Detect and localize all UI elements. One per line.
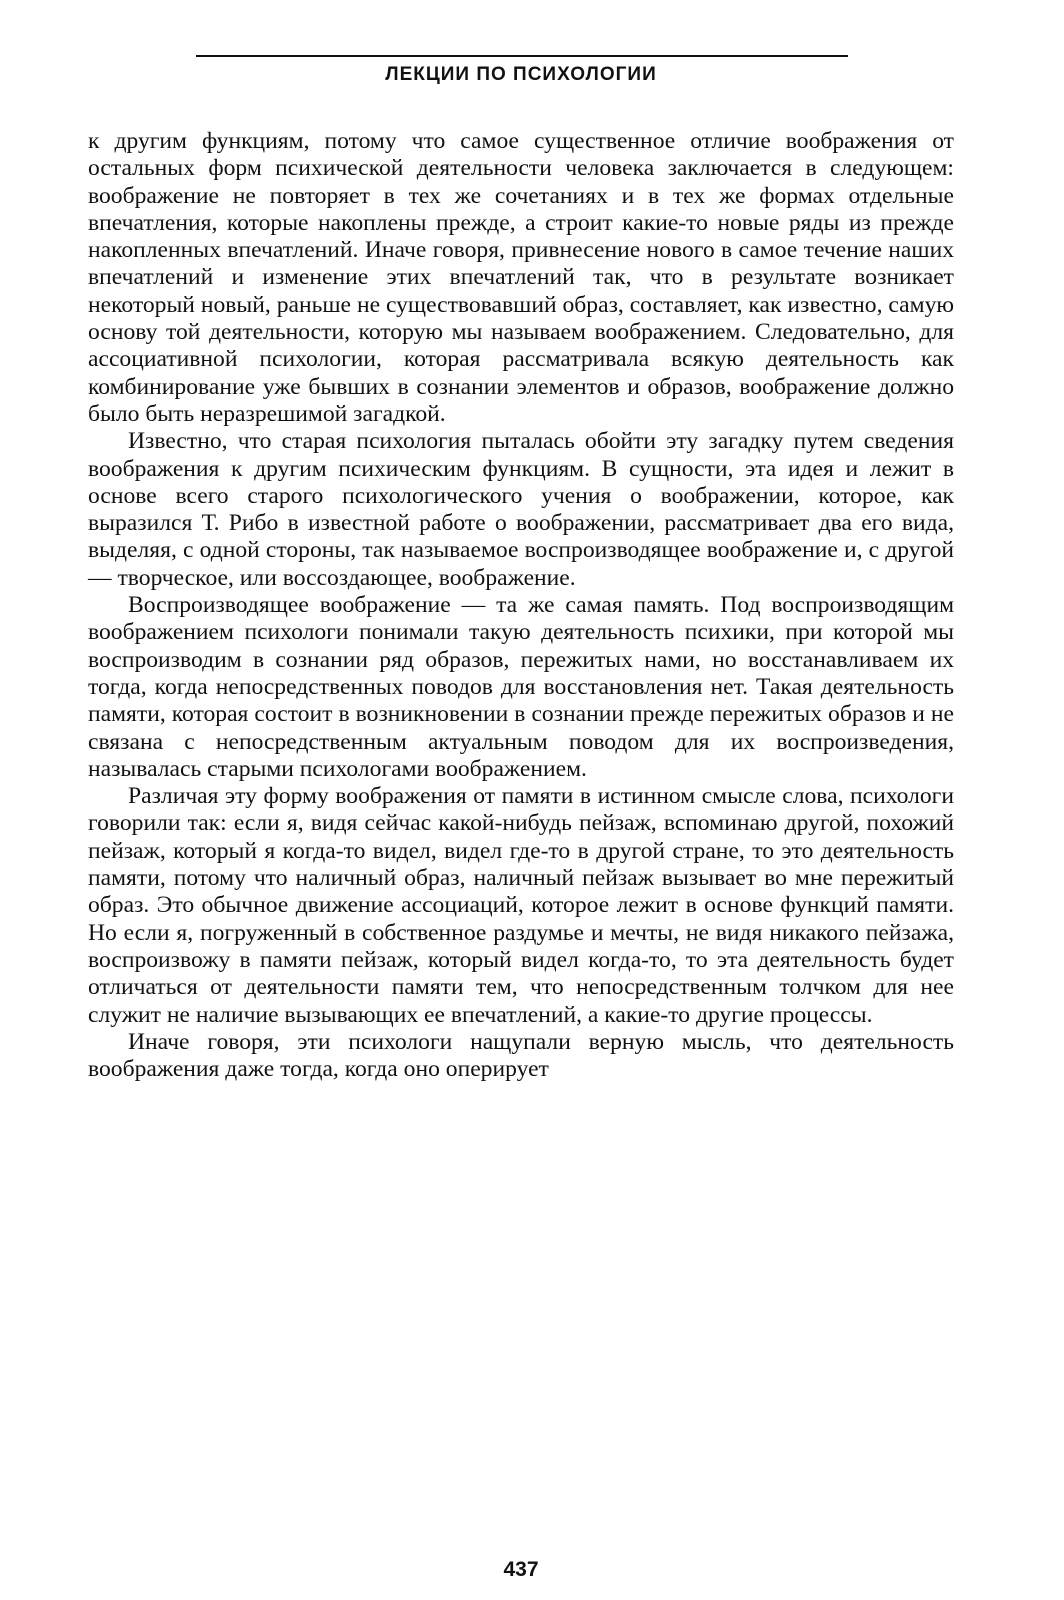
running-head: ЛЕКЦИИ ПО ПСИХОЛОГИИ bbox=[385, 64, 657, 85]
header-rule bbox=[196, 55, 848, 57]
paragraph-5: Иначе говоря, эти психологи нащупали верную мысль, что деятельность воображения даже тогда, когда оно оперирует bbox=[88, 1028, 954, 1083]
page-number: 437 bbox=[503, 1558, 539, 1581]
paragraph-1: к другим функциям, потому что самое существенное отличие воображения от остальных форм психической деятельности человека заключается в следующем: воображение не повторяет в тех же сочетаниях и в тех же формах отдельные впечатления, которые накоплены прежде, а строит какие-то новые ряды из прежде накопленных впечатлений. Иначе говоря, привнесение нового в самое течение наших впечатлений и изменение этих впечатлений так, что в результате возникает некоторый новый, раньше не существовавший образ, составляет, как известно, самую основу той деятельности, которую мы называем воображением. Следовательно, для ассоциативной психологии, которая рассматривала всякую деятельность как комбинирование уже бывших в сознании элементов и образов, воображение должно было быть неразрешимой загадкой. bbox=[88, 128, 954, 427]
paragraph-2: Известно, что старая психология пыталась обойти эту загадку путем сведения воображения к другим психическим функциям. В сущности, эта идея и лежит в основе всего старого психологического учения о воображении, которое, как выразился Т. Рибо в известной работе о воображении, рассматривает два его вида, выделяя, с одной стороны, так называемое воспроизводящее воображение и, с другой — творческое, или воссоздающее, воображение. bbox=[88, 428, 954, 591]
paragraph-3: Воспроизводящее воображение — та же самая память. Под воспроизводящим воображением психологи понимали такую деятельность психики, при которой мы воспроизводим в сознании ряд образов, пережитых нами, но восстанавливаем их тогда, когда непосредственных поводов для восстановления нет. Такая деятельность памяти, которая состоит в возникновении в сознании прежде пережитых образов и не связана с непосредственным актуальным поводом для их воспроизведения, называлась старыми психологами воображением. bbox=[88, 592, 954, 782]
paragraph-4: Различая эту форму воображения от памяти в истинном смысле слова, психологи говорили так: если я, видя сейчас какой-нибудь пейзаж, вспоминаю другой, похожий пейзаж, который я когда-то видел, видел где-то в другой стране, то это деятельность памяти, потому что наличный образ, наличный пейзаж вызывает во мне пережитый образ. Это обычное движение ассоциаций, которое лежит в основе функций памяти. Но если я, погруженный в собственное раздумье и мечты, не видя никакого пейзажа, воспроизвожу в памяти пейзаж, который видел когда-то, то эта деятельность будет отличаться от деятельности памяти тем, что непосредственным толчком для нее служит не наличие вызывающих ее впечатлений, а какие-то другие процессы. bbox=[88, 783, 954, 1028]
book-page bbox=[88, 0, 954, 1600]
body-text bbox=[88, 128, 954, 1083]
